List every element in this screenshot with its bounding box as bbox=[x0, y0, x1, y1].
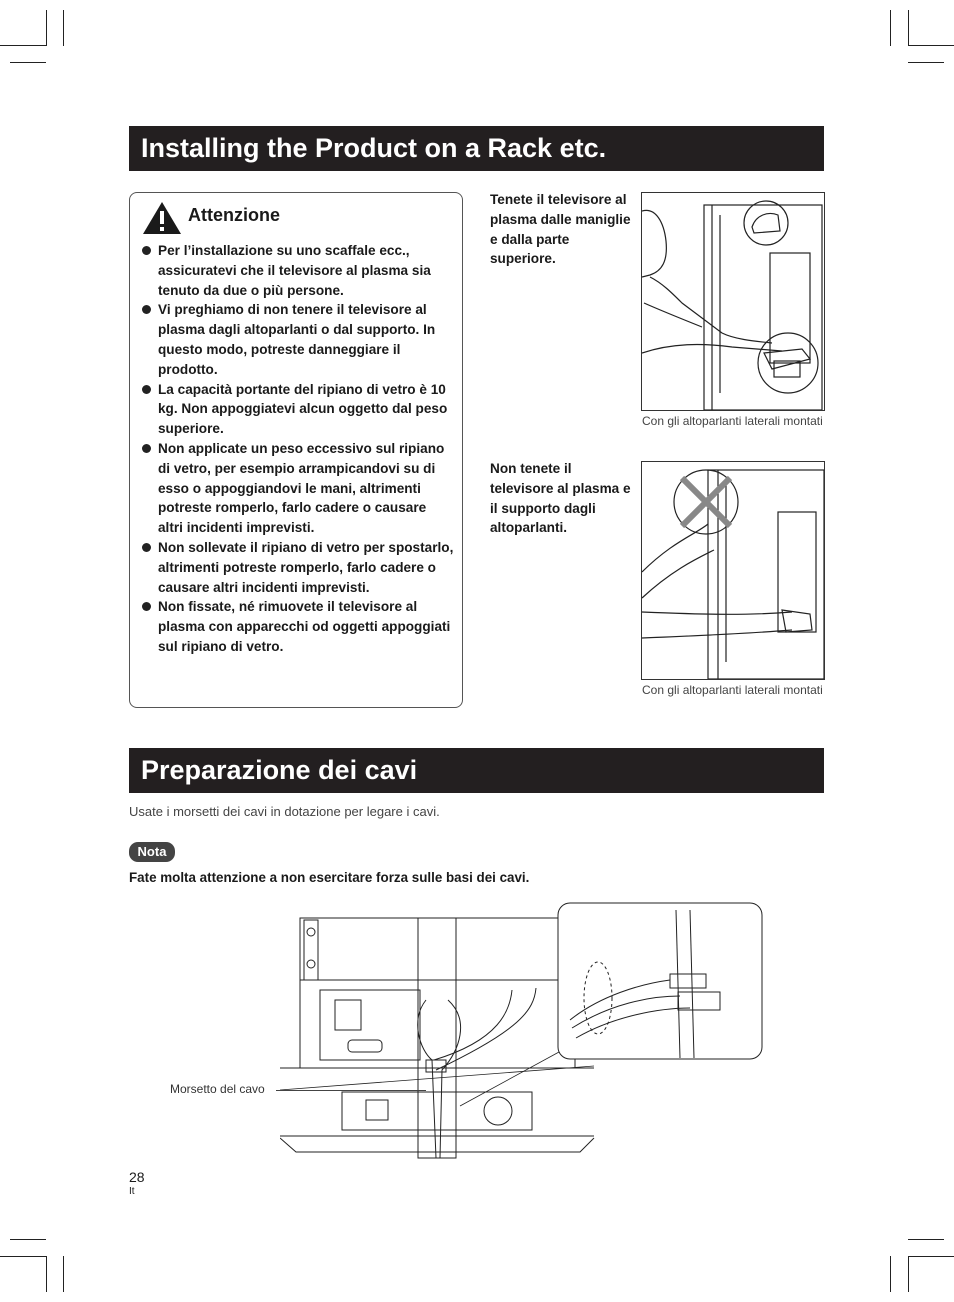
caution-item: Vi preghiamo di non tenere il televisore al plasma dagli altoparlanti o dal supporto. In questo modo, potreste danneggiare il prodotto. bbox=[142, 300, 454, 379]
crop-mark bbox=[908, 1256, 909, 1292]
crop-mark bbox=[908, 10, 909, 46]
crop-mark bbox=[0, 45, 46, 46]
crop-mark bbox=[46, 10, 47, 46]
illustration-person-holding-tv bbox=[642, 193, 824, 410]
illustration-wrong-grip bbox=[642, 462, 824, 679]
illustration-cable-clamp bbox=[280, 900, 766, 1162]
figure-hold-correct bbox=[641, 192, 825, 411]
crop-mark bbox=[908, 45, 954, 46]
page-number: 28 bbox=[129, 1169, 145, 1185]
caution-item: Per l’installazione su uno scaffale ecc., assicuratevi che il televisore al plasma sia tenuto da due o più persone. bbox=[142, 241, 454, 300]
caution-item: La capacità portante del ripiano di vetro è 10 kg. Non appoggiatevi alcun oggetto dal peso superiore. bbox=[142, 380, 454, 439]
caution-item: Non applicate un peso eccessivo sul ripiano di vetro, per esempio arrampicandovi su di esso o appoggiandovi le mani, altrimenti potreste romperlo, farlo cadere o causare altri incidenti imprevisti. bbox=[142, 439, 454, 538]
instruction-hold-handles: Tenete il televisore al plasma dalle maniglie e dalla parte superiore. bbox=[490, 192, 631, 267]
section-title-cables: Preparazione dei cavi bbox=[129, 748, 824, 793]
crop-mark bbox=[63, 10, 64, 46]
crop-mark bbox=[10, 62, 46, 63]
caution-item: Non sollevate il ripiano di vetro per spostarlo, altrimenti potreste romperlo, farlo cadere o causare altri incidenti imprevisti. bbox=[142, 538, 454, 597]
crop-mark bbox=[908, 1256, 954, 1257]
figure-caption: Con gli altoparlanti laterali montati bbox=[642, 683, 823, 697]
crop-mark bbox=[0, 1256, 46, 1257]
warning-triangle-icon bbox=[142, 201, 182, 235]
figure-caption: Con gli altoparlanti laterali montati bbox=[642, 414, 823, 428]
language-code: It bbox=[129, 1186, 135, 1197]
crop-mark bbox=[10, 1239, 46, 1240]
nota-badge: Nota bbox=[129, 842, 175, 862]
leader-line bbox=[276, 1090, 426, 1091]
crop-mark bbox=[63, 1256, 64, 1292]
caution-box bbox=[129, 192, 463, 708]
crop-mark bbox=[908, 1239, 944, 1240]
caution-list bbox=[142, 241, 454, 657]
crop-mark bbox=[890, 10, 891, 46]
crop-mark bbox=[890, 1256, 891, 1292]
instruction-do-not-hold-speakers: Non tenete il televisore al plasma e il supporto dagli altoparlanti. bbox=[490, 461, 631, 536]
figure-hold-wrong bbox=[641, 461, 825, 680]
crop-mark bbox=[908, 62, 944, 63]
label-cable-clamp: Morsetto del cavo bbox=[170, 1082, 265, 1096]
caution-item: Non fissate, né rimuovete il televisore al plasma con apparecchi od oggetti appoggiati sul ripiano di vetro. bbox=[142, 597, 454, 656]
crop-mark bbox=[46, 1256, 47, 1292]
section-title-rack: Installing the Product on a Rack etc. bbox=[129, 126, 824, 171]
intro-text: Usate i morsetti dei cavi in dotazione per legare i cavi. bbox=[129, 804, 440, 819]
nota-text: Fate molta attenzione a non esercitare forza sulle basi dei cavi. bbox=[129, 870, 530, 885]
caution-title: Attenzione bbox=[188, 205, 280, 225]
